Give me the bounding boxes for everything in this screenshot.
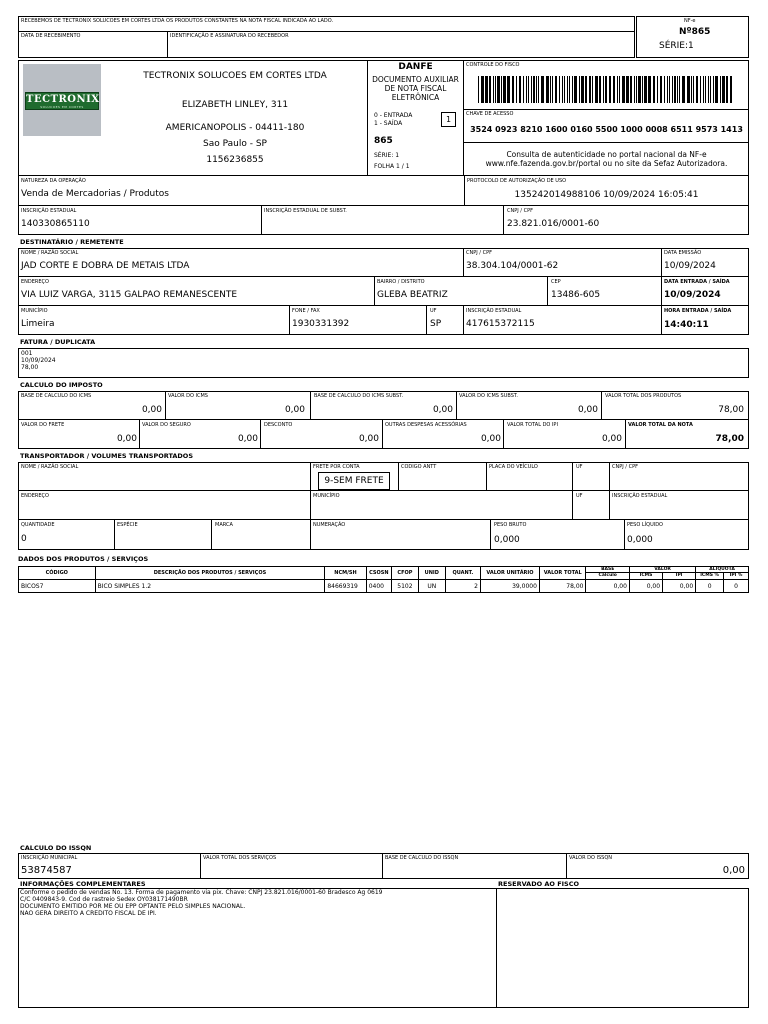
barcode-bar [536, 76, 537, 103]
barcode-bar [603, 76, 604, 103]
barcode-bar [495, 76, 496, 103]
barcode-bar [546, 76, 549, 103]
item-v-ipi: 0,00 [663, 580, 696, 593]
barcode-bar [687, 76, 690, 103]
tr-frete-label: FRETE POR CONTA [313, 464, 360, 470]
tr-placa-label: PLACA DO VEÍCULO [489, 464, 538, 470]
protocolo-valor: 135242014988106 10/09/2024 16:05:41 [514, 190, 699, 200]
issqn-v-serv-label: VALOR TOTAL DOS SERVIÇOS [203, 855, 277, 861]
barcode-bar [682, 76, 685, 103]
tr-peso-liquido-label: PESO LÍQUIDO [627, 522, 663, 528]
logo [23, 64, 101, 136]
th-ipi-pct: IPI % [724, 573, 749, 580]
barcode-bar [613, 76, 615, 103]
data-recebimento-label: DATA DE RECEBIMENTO [21, 33, 81, 39]
barcode-bar [605, 76, 607, 103]
barcode-bar [526, 76, 527, 103]
item-v-unit: 39,0000 [480, 580, 539, 593]
v-nota: 78,00 [715, 434, 744, 444]
item-csosn: 0400 [366, 580, 391, 593]
barcode-bar [638, 76, 641, 103]
th-ncm: NCM/SH [325, 567, 366, 580]
v-prod: 78,00 [718, 405, 744, 415]
barcode-bar [653, 76, 655, 103]
item-unid: UN [418, 580, 445, 593]
barcode-bar [696, 76, 698, 103]
issqn-bc-label: BASE DE CALCULO DO ISSQN [385, 855, 459, 861]
barcode-bar [664, 76, 665, 103]
dest-data-emissao: 10/09/2024 [664, 261, 716, 271]
danfe-tipo-box [441, 112, 456, 127]
barcode-bar [531, 76, 532, 103]
ie-valor: 140330865110 [21, 219, 90, 229]
barcode-bar [626, 76, 629, 103]
canhoto-texto: RECEBEMOS DE TECTRONIX SOLUCOES EM CORTES LTDA OS PRODUTOS CONSTANTES NA NOTA FISCAL INDICADA AO LADO. [21, 18, 334, 24]
barcode-bar [569, 76, 570, 103]
th-aliquota: ALIQUOTA [696, 567, 749, 573]
tr-peso-bruto: 0,000 [494, 535, 520, 545]
barcode-bar [726, 76, 728, 103]
danfe-tipo: 1 [445, 115, 452, 124]
v-seguro-label: VALOR DO SEGURO [142, 422, 191, 428]
consulta-linha2: www.nfe.fazenda.gov.br/portal ou no site da Sefaz Autorizadora. [485, 159, 728, 168]
issqn-im: 53874587 [21, 865, 72, 876]
issqn-im-label: INSCRIÇÃO MUNICIPAL [21, 855, 78, 861]
v-ipi: 0,00 [601, 434, 622, 444]
reservado-box [496, 888, 749, 1008]
barcode-bar [622, 76, 625, 103]
th-ipi: IPI [663, 573, 696, 580]
barcode-bar [644, 76, 647, 103]
barcode-bar [672, 76, 673, 103]
barcode-bar [703, 76, 704, 103]
dest-data-saida-label: DATA ENTRADA / SAÍDA [664, 279, 730, 285]
v-frete: 0,00 [116, 434, 137, 444]
barcode-bar [541, 76, 544, 103]
barcode-bar [634, 76, 635, 103]
v-st: 0,00 [577, 405, 598, 415]
barcode-bar [564, 76, 565, 103]
barcode-bar [722, 76, 725, 103]
barcode-bar [519, 76, 521, 103]
controle-fisco-label: CONTROLE DO FISCO [466, 62, 520, 68]
th-v-unit: VALOR UNITÁRIO [480, 567, 539, 580]
info-linha4: NAO GERA DIREITO A CREDITO FISCAL DE IPI. [20, 910, 157, 917]
barcode-bar [516, 76, 517, 103]
canhoto-serie: SÉRIE:1 [659, 41, 694, 51]
tr-cnpj-label: CNPJ / CPF [612, 464, 638, 470]
barcode-bar [567, 76, 568, 103]
tr-div3 [609, 462, 610, 491]
v-nota-label: VALOR TOTAL DA NOTA [628, 422, 693, 428]
barcode [478, 76, 734, 103]
item-a-icms: 0 [696, 580, 724, 593]
danfe-serie: SÉRIE: 1 [374, 152, 400, 159]
table-row [19, 580, 749, 593]
danfe-folha: FOLHA 1 / 1 [374, 163, 410, 170]
v-prod-label: VALOR TOTAL DOS PRODUTOS [605, 393, 682, 399]
canhoto-nfe-label: NF-e [684, 18, 696, 24]
reservado-secao: RESERVADO AO FISCO [498, 880, 580, 888]
natureza-label: NATUREZA DA OPERAÇÃO [21, 178, 86, 184]
th-quant: QUANT. [445, 567, 480, 580]
dest-data-emissao-label: DATA EMISSÃO [664, 250, 702, 256]
dest-fone: 1930331392 [292, 319, 350, 329]
barcode-bar [595, 76, 598, 103]
th-descricao: DESCRIÇÃO DOS PRODUTOS / SERVIÇOS [95, 567, 325, 580]
produtos-secao: DADOS DOS PRODUTOS / SERVIÇOS [18, 555, 149, 563]
produtos-table [18, 566, 749, 593]
emitente-cidade: Sao Paulo - SP [203, 139, 267, 149]
barcode-bar [648, 76, 651, 103]
dest-cnpj: 38.304.104/0001-62 [466, 261, 559, 271]
barcode-bar [572, 76, 573, 103]
item-v-total: 78,00 [539, 580, 586, 593]
desconto: 0,00 [358, 434, 379, 444]
tr-numeracao-label: NUMERAÇÃO [313, 522, 346, 528]
danfe-sub2: DE NOTA FISCAL [384, 84, 447, 93]
item-ncm: 84669319 [325, 580, 366, 593]
emitente-bairro: AMERICANOPOLIS - 04411-180 [165, 123, 305, 133]
barcode-bar [512, 76, 514, 103]
barcode-bar [642, 76, 643, 103]
barcode-bar [636, 76, 637, 103]
danfe-sub1: DOCUMENTO AUXILIAR [372, 75, 459, 84]
barcode-bar [485, 76, 488, 103]
info-secao: INFORMAÇÕES COMPLEMENTARES [20, 880, 146, 888]
v-icms: 0,00 [284, 405, 305, 415]
ie-label: INSCRIÇÃO ESTADUAL [21, 208, 77, 214]
v-st-label: VALOR DO ICMS SUBST. [459, 393, 518, 399]
barcode-bar [489, 76, 491, 103]
barcode-bar [528, 76, 529, 103]
tr-qtd: 0 [21, 534, 27, 544]
barcode-bar [592, 76, 593, 103]
tr-nome-label: NOME / RAZÃO SOCIAL [21, 464, 79, 470]
bc-icms-label: BASE DE CALCULO DO ICMS [21, 393, 92, 399]
barcode-bar [550, 76, 551, 103]
canhoto-numero: Nº865 [679, 27, 711, 37]
barcode-bar [579, 76, 580, 103]
th-icms: ICMS [629, 573, 662, 580]
chave-label: CHAVE DE ACESSO [466, 111, 514, 117]
tr-municipio-label: MUNICÍPIO [313, 493, 340, 499]
barcode-bar [507, 76, 510, 103]
item-v-icms: 0,00 [629, 580, 662, 593]
barcode-bar [667, 76, 668, 103]
barcode-bar [705, 76, 706, 103]
tr-marca-label: MARCA [215, 522, 233, 528]
danfe-sub3: ELETRÔNICA [391, 93, 440, 102]
dest-uf-label: UF [430, 308, 437, 314]
barcode-bar [497, 76, 500, 103]
fatura-valor: 78,00 [21, 364, 39, 371]
dest-cnpj-label: CNPJ / CPF [466, 250, 492, 256]
dest-data-saida: 10/09/2024 [664, 290, 721, 300]
th-calculo: Cálculo [586, 573, 629, 580]
dest-ie-label: INSCRIÇÃO ESTADUAL [466, 308, 522, 314]
tr-div5 [609, 491, 610, 520]
tr-ie-label: INSCRIÇÃO ESTADUAL [612, 493, 668, 499]
barcode-bar [617, 76, 618, 103]
tr-div8 [624, 520, 625, 550]
imposto-secao: CALCULO DO IMPOSTO [20, 381, 103, 389]
identificacao-label: IDENTIFICAÇÃO E ASSINATURA DO RECEBEDOR [170, 33, 289, 39]
th-icms-pct: ICMS % [696, 573, 724, 580]
item-quant: 2 [445, 580, 480, 593]
tr-especie-label: ESPÉCIE [117, 522, 138, 528]
emitente-fone: 1156236855 [206, 155, 264, 165]
logo-badge [25, 92, 99, 110]
barcode-bar [478, 76, 479, 103]
chave-valor: 3524 0923 8210 1600 0160 5500 1000 0008 6511 9573 1413 [470, 125, 743, 134]
barcode-bar [720, 76, 721, 103]
dest-hora-label: HORA ENTRADA / SAÍDA [664, 308, 732, 314]
natureza-valor: Venda de Mercadorias / Produtos [21, 189, 169, 199]
barcode-bar [609, 76, 611, 103]
emitente-endereco: ELIZABETH LINLEY, 311 [181, 100, 289, 110]
barcode-bar [713, 76, 714, 103]
dest-municipio-label: MUNICÍPIO [21, 308, 48, 314]
destinatario-secao: DESTINATÁRIO / REMETENTE [20, 238, 124, 246]
ie-subst-label: INSCRIÇÃO ESTADUAL DE SUBST. [264, 208, 347, 214]
protocolo-label: PROTOCOLO DE AUTORIZAÇÃO DE USO [467, 178, 567, 184]
item-descricao: BICO SIMPLES 1.2 [95, 580, 325, 593]
fatura-box [18, 348, 749, 378]
desconto-label: DESCONTO [264, 422, 293, 428]
danfe-entrada: 0 - ENTRADA [374, 112, 413, 119]
dest-endereco: VIA LUIZ VARGA, 3115 GALPAO REMANESCENTE [21, 290, 238, 300]
issqn-v-iss: 0,00 [722, 865, 745, 876]
barcode-bar [730, 76, 732, 103]
barcode-bar [660, 76, 662, 103]
barcode-bar [691, 76, 692, 103]
cnpj-emit-label: CNPJ / CPF [507, 208, 533, 214]
barcode-bar [533, 76, 535, 103]
logo-text: TECTRONIX [26, 94, 100, 105]
tr-peso-liquido: 0,000 [627, 535, 653, 545]
item-codigo: BICOS7 [19, 580, 96, 593]
consulta-linha1: Consulta de autenticidade no portal nacional da NF-e [506, 150, 707, 159]
barcode-bar [581, 76, 584, 103]
fatura-numero: 001 [21, 350, 33, 357]
transportador-secao: TRANSPORTADOR / VOLUMES TRANSPORTADOS [20, 452, 194, 460]
barcode-bar [555, 76, 557, 103]
dest-uf: SP [430, 319, 442, 329]
danfe-title: DANFE [398, 62, 433, 72]
barcode-bar [657, 76, 658, 103]
barcode-bar [523, 76, 524, 103]
v-ipi-label: VALOR TOTAL DO IPI [507, 422, 558, 428]
barcode-bar [630, 76, 632, 103]
danfe-saida: 1 - SAÍDA [374, 120, 403, 127]
barcode-bar [599, 76, 601, 103]
issqn-v-iss-label: VALOR DO ISSQN [569, 855, 613, 861]
tr-endereco-label: ENDEREÇO [21, 493, 49, 499]
dest-fone-label: FONE / FAX [292, 308, 320, 314]
dest-ie: 417615372115 [466, 319, 535, 329]
barcode-bar [669, 76, 670, 103]
tr-div4 [310, 491, 573, 520]
outras: 0,00 [480, 434, 501, 444]
barcode-bar [674, 76, 676, 103]
dest-nome-label: NOME / RAZÃO SOCIAL [21, 250, 79, 256]
bc-st: 0,00 [432, 405, 453, 415]
tr-uf-label: UF [576, 464, 583, 470]
barcode-bar [538, 76, 539, 103]
dest-row2-div2 [661, 277, 662, 306]
dest-cep: 13486-605 [551, 290, 601, 300]
item-a-ipi: 0 [724, 580, 749, 593]
item-bc: 0,00 [586, 580, 629, 593]
dest-bairro-label: BAIRRO / DISTRITO [377, 279, 425, 285]
barcode-bar [493, 76, 494, 103]
info-linha1: Conforme o pedido de vendas No. 13. Forma de pagamento via pix. Chave: CNPJ 23.821.016/0001-60 Bradesco Ag 0619 [20, 889, 383, 896]
tr-uf2-label: UF [576, 493, 583, 499]
fatura-secao: FATURA / DUPLICATA [20, 338, 96, 346]
tr-antt-label: CODIGO ANTT [401, 464, 437, 470]
th-valor: VALOR [629, 567, 695, 573]
dest-municipio: Limeira [21, 319, 55, 329]
th-codigo: CÓDIGO [19, 567, 96, 580]
logo-sub: SOLUCOES EM CORTES [40, 105, 84, 109]
dest-bairro: GLEBA BEATRIZ [377, 290, 448, 300]
bc-st-label: BASE DE CALCULO DO ICMS SUBST. [314, 393, 404, 399]
outras-label: OUTRAS DESPESAS ACESSÓRIAS [385, 422, 467, 428]
barcode-bar [562, 76, 563, 103]
barcode-bar [679, 76, 680, 103]
item-cfop: 5102 [391, 580, 418, 593]
dest-cep-label: CEP [551, 279, 561, 285]
barcode-bar [693, 76, 694, 103]
barcode-bar [503, 76, 506, 103]
info-linha3: DOCUMENTO EMITIDO POR ME OU EPP OPTANTE PELO SIMPLES NACIONAL. [20, 903, 246, 910]
fatura-vencimento: 10/09/2024 [21, 357, 56, 364]
v-seguro: 0,00 [237, 434, 258, 444]
barcode-bar [552, 76, 553, 103]
th-csosn: CSOSN [366, 567, 391, 580]
bc-icms: 0,00 [141, 405, 162, 415]
barcode-bar [715, 76, 718, 103]
barcode-bar [708, 76, 709, 103]
dest-endereco-label: ENDEREÇO [21, 279, 49, 285]
tr-qtd-label: QUANTIDADE [21, 522, 55, 528]
barcode-bar [619, 76, 620, 103]
issqn-secao: CALCULO DO ISSQN [20, 844, 92, 852]
barcode-bar [585, 76, 587, 103]
barcode-bar [710, 76, 711, 103]
barcode-bar [481, 76, 484, 103]
th-base: BASE [586, 567, 629, 573]
barcode-bar [589, 76, 591, 103]
th-v-total: VALOR TOTAL [539, 567, 586, 580]
tr-peso-bruto-label: PESO BRUTO [494, 522, 527, 528]
cnpj-emit-valor: 23.821.016/0001-60 [507, 219, 600, 229]
barcode-bar [501, 76, 502, 103]
barcode-bar [559, 76, 560, 103]
th-unid: UNID [418, 567, 445, 580]
v-icms-label: VALOR DO ICMS [168, 393, 208, 399]
barcode-bar [677, 76, 678, 103]
th-cfop: CFOP [391, 567, 418, 580]
barcode-bar [574, 76, 577, 103]
v-frete-label: VALOR DO FRETE [21, 422, 65, 428]
info-linha2: C/C 0409843-9. Cod de rastreio Sedex OY038171490BR [20, 896, 188, 903]
barcode-bar [700, 76, 701, 103]
tr-frete: 9-SEM FRETE [324, 476, 384, 486]
dest-hora: 14:40:11 [664, 320, 709, 330]
danfe-numero: 865 [374, 136, 393, 146]
dest-nome: JAD CORTE E DOBRA DE METAIS LTDA [21, 261, 190, 271]
emitente-nome: TECTRONIX SOLUCOES EM CORTES LTDA [143, 71, 327, 81]
